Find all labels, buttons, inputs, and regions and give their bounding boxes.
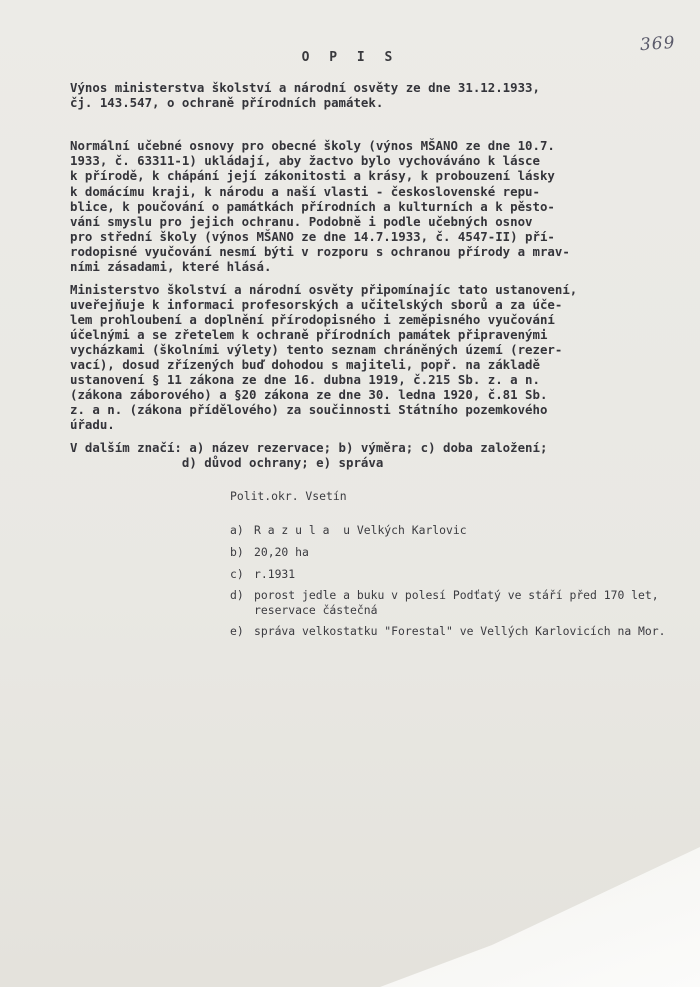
entry-area: 20,20 ha <box>254 545 309 559</box>
document-title: O P I S <box>301 50 399 65</box>
paragraph1-line: k přírodě, k chápání její zákonitosti a krásy, k probouzení lásky <box>70 168 555 183</box>
paragraph2-line: vycházkami (školními výlety) tento seznam chráněných území (rezer- <box>70 342 563 357</box>
paragraph1-line: 1933, č. 63311-1) ukládají, aby žactvo bylo vychováváno k lásce <box>70 153 540 168</box>
paragraph1-line: ními zásadami, které hlásá. <box>70 259 272 274</box>
district-label: Polit.okr. Vsetín <box>230 489 347 503</box>
paragraph2-line: vací), dosud zřízených buď dohodou s majiteli, popř. na základě <box>70 357 540 372</box>
paragraph2-line: (zákona záborového) a §20 zákona ze dne 30. ledna 1920, č.81 Sb. <box>70 387 548 402</box>
entry-reason: porost jedle a buku v polesí Podťatý ve stáří před 170 let, reservace částečná <box>254 588 659 617</box>
entry-letter: e) <box>230 624 244 638</box>
paragraph2-line: ustanovení § 11 zákona ze dne 16. dubna 1919, č.215 Sb. z. a n. <box>70 372 540 387</box>
paragraph1-line: k domácímu kraji, k národu a naší vlasti - československé repu- <box>70 184 540 199</box>
heading-line-2: čj. 143.547, o ochraně přírodních památek. <box>70 95 384 110</box>
paragraph1-line: rodopisné vyučování nesmí býti v rozporu s ochranou přírody a mrav- <box>70 244 570 259</box>
entry-name: R a z u l a u Velkých Karlovic <box>254 523 467 537</box>
entry-letter: a) <box>230 523 244 537</box>
paragraph2-line: z. a n. (zákona přídělového) za součinnosti Státního pozemkového <box>70 402 548 417</box>
heading-line-1: Výnos ministerstva školství a národní osvěty ze dne 31.12.1933, <box>70 80 540 95</box>
legend-line-2: d) důvod ochrany; e) správa <box>70 455 384 470</box>
entry-founded: r.1931 <box>254 567 296 581</box>
paragraph2-line: uveřejňuje k informaci profesorských a učitelských sborů a za úče- <box>70 297 563 312</box>
legend-line-1: V dalším značí: a) název rezervace; b) výměra; c) doba založení; <box>70 440 548 455</box>
entry-letter: c) <box>230 567 244 581</box>
page-fold <box>380 847 700 987</box>
entry-letter: b) <box>230 545 244 559</box>
paragraph2-line: lem prohloubení a doplnění přírodopisného i zeměpisného vyučování <box>70 312 555 327</box>
page-number: 369 <box>639 32 677 56</box>
entry-letter: d) <box>230 588 244 602</box>
paragraph1-line: vání smyslu pro jejich ochranu. Podobně i podle učebných osnov <box>70 214 533 229</box>
paragraph1-line: pro střední školy (výnos MŠANO ze dne 14.7.1933, č. 4547-II) pří- <box>70 229 555 244</box>
paragraph2-line: úřadu. <box>70 417 115 432</box>
paragraph1-line: blice, k poučování o památkách přírodních a kulturních a k pěsto- <box>70 199 555 214</box>
entry-administration: správa velkostatku "Forestal" ve Vellých Karlovicích na Mor. <box>254 624 666 638</box>
paragraph2-line: účelnými a se zřetelem k ochraně přírodních památek připravenými <box>70 327 548 342</box>
paragraph1-line: Normální učebné osnovy pro obecné školy (výnos MŠANO ze dne 10.7. <box>70 138 555 153</box>
paragraph2-line: Ministerstvo školství a národní osvěty připomínajíc tato ustanovení, <box>70 282 578 297</box>
